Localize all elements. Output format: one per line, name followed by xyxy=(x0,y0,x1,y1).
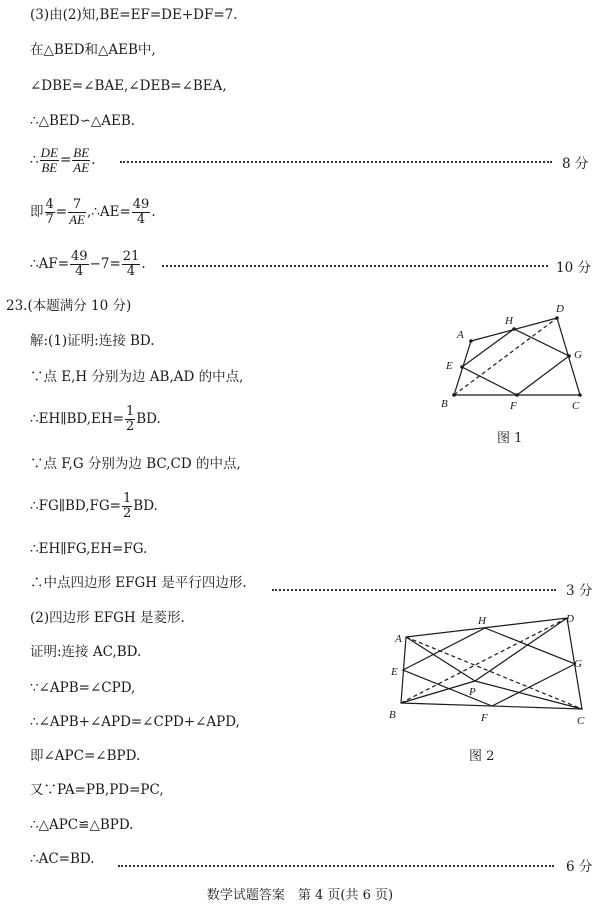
score-10: 10 分 xyxy=(556,260,591,276)
line-connect-ac-bd: 证明:连接 AC,BD. xyxy=(30,644,142,660)
line-angle-sum: ∴∠APB+∠APD=∠CPD+∠APD, xyxy=(30,714,240,730)
equals-sign: = xyxy=(55,204,68,220)
fraction-numerator: 1 xyxy=(125,404,135,419)
line-angles-equal: ∠DBE=∠BAE,∠DEB=∠BEA, xyxy=(30,78,227,94)
line-eh-parallel xyxy=(30,405,161,434)
figure-1-caption: 图 1 xyxy=(497,431,523,446)
fraction-numerator: 49 xyxy=(71,249,88,264)
line-af xyxy=(30,250,146,279)
fraction-denominator: 4 xyxy=(126,264,136,279)
diagonal-bd-dashed xyxy=(454,318,557,395)
period: . xyxy=(91,152,96,168)
label-h: H xyxy=(478,615,486,627)
line-part3-given: (3)由(2)知,BE=EF=DE+DF=7. xyxy=(30,7,238,23)
fraction-numerator: 7 xyxy=(68,198,86,213)
fraction-be-ae xyxy=(72,146,90,175)
fraction-de-be xyxy=(40,146,59,175)
page-footer: 数学试题答案 第 4 页(共 6 页) xyxy=(206,888,394,903)
score-8: 8 分 xyxy=(562,156,589,172)
minus-seven: −7= xyxy=(89,256,121,272)
line-eh-fg: ∴EH∥FG,EH=FG. xyxy=(30,541,148,557)
label-d: D xyxy=(566,613,574,625)
line-midpoints-fg: ∵点 F,G 分别为边 BC,CD 的中点, xyxy=(30,456,241,472)
fraction-denominator: AE xyxy=(73,160,90,175)
label-c: C xyxy=(577,715,585,727)
label-b: B xyxy=(441,398,448,410)
line-apc-bpd: 即∠APC=∠BPD. xyxy=(30,748,141,764)
fraction-denominator: 4 xyxy=(136,212,146,227)
quadrilateral-abcd xyxy=(454,318,580,395)
label-g: G xyxy=(574,658,582,670)
label-d: D xyxy=(556,303,564,315)
fg-parallel-text: ∴FG∥BD,FG= xyxy=(30,498,121,514)
line-rhombus: (2)四边形 EFGH 是菱形. xyxy=(30,610,185,626)
fraction-one-half xyxy=(125,405,135,434)
line-pa-pb: 又∵PA=PB,PD=PC, xyxy=(30,782,164,798)
fraction-49-4 xyxy=(70,250,89,279)
label-h: H xyxy=(505,315,513,327)
diagonal-bd-dashed xyxy=(401,618,567,703)
line-in-triangles: 在△BED和△AEB中, xyxy=(30,42,156,58)
score-leader-dots xyxy=(118,865,554,867)
fraction-denominator: 2 xyxy=(123,506,132,521)
line-similar: ∴△BED∽△AEB. xyxy=(30,113,136,129)
fraction-21-4 xyxy=(122,250,141,279)
label-g: G xyxy=(574,349,582,361)
fraction-numerator: 4 xyxy=(45,197,54,212)
equals-sign: = xyxy=(59,152,72,168)
score-leader-dots xyxy=(272,589,556,591)
score-leader-dots xyxy=(162,265,548,267)
fraction-one-half xyxy=(122,492,132,521)
line-ac-bd: ∴AC=BD. xyxy=(30,851,95,867)
fraction-denominator: 4 xyxy=(75,264,84,279)
fraction-7-ae xyxy=(68,198,86,227)
question-23-header: 23.(本题满分 10 分) xyxy=(6,298,132,314)
label-b: B xyxy=(389,709,396,721)
label-a: A xyxy=(457,329,464,341)
eh-parallel-text: ∴EH∥BD,EH= xyxy=(30,411,124,427)
bd-text: BD. xyxy=(136,411,161,427)
fraction-49-4 xyxy=(132,198,151,227)
label-a: A xyxy=(395,633,402,645)
fraction-denominator: 2 xyxy=(125,419,135,434)
fraction-numerator: 21 xyxy=(122,249,140,264)
label-c: C xyxy=(572,400,580,412)
therefore-symbol: ∴ xyxy=(30,152,39,168)
period: . xyxy=(141,256,146,272)
segment-pa xyxy=(406,637,475,681)
figure-2-diagram xyxy=(380,607,595,732)
ae-equals: ,∴AE= xyxy=(86,204,131,220)
fraction-4-7 xyxy=(45,198,55,227)
fraction-numerator: 1 xyxy=(123,491,132,506)
score-6: 6 分 xyxy=(566,859,593,875)
line-solve-ae xyxy=(30,198,156,227)
figure-1-diagram xyxy=(430,298,595,418)
line-congruent: ∴△APC≌△BPD. xyxy=(30,817,134,833)
label-f: F xyxy=(481,712,488,724)
af-equals: ∴AF= xyxy=(30,256,70,272)
line-ratio xyxy=(30,146,95,175)
fraction-numerator: 49 xyxy=(132,197,150,212)
label-f: F xyxy=(510,400,517,412)
ie-label: 即 xyxy=(30,204,44,220)
score-3: 3 分 xyxy=(566,583,593,599)
label-p: P xyxy=(469,686,476,698)
figure-2-caption: 图 2 xyxy=(469,749,495,764)
line-connect-bd: 解:(1)证明:连接 BD. xyxy=(30,333,155,349)
fraction-denominator: AE xyxy=(69,212,85,227)
line-midpoints-eh: ∵点 E,H 分别为边 AB,AD 的中点, xyxy=(30,369,244,385)
diagonal-ac-dashed xyxy=(406,637,582,709)
segment-pc xyxy=(475,681,582,709)
bd-text: BD. xyxy=(133,498,158,514)
line-apb-cpd: ∵∠APB=∠CPD, xyxy=(30,680,136,696)
line-fg-parallel xyxy=(30,492,158,521)
score-leader-dots xyxy=(120,161,552,163)
period: . xyxy=(151,204,156,220)
fraction-denominator: BE xyxy=(41,160,58,175)
label-e: E xyxy=(391,666,398,678)
label-e: E xyxy=(446,360,453,372)
line-parallelogram: ∴中点四边形 EFGH 是平行四边形. xyxy=(30,575,247,591)
fraction-denominator: 7 xyxy=(45,212,54,227)
fraction-numerator: BE xyxy=(73,145,90,160)
fraction-numerator: DE xyxy=(40,145,58,160)
